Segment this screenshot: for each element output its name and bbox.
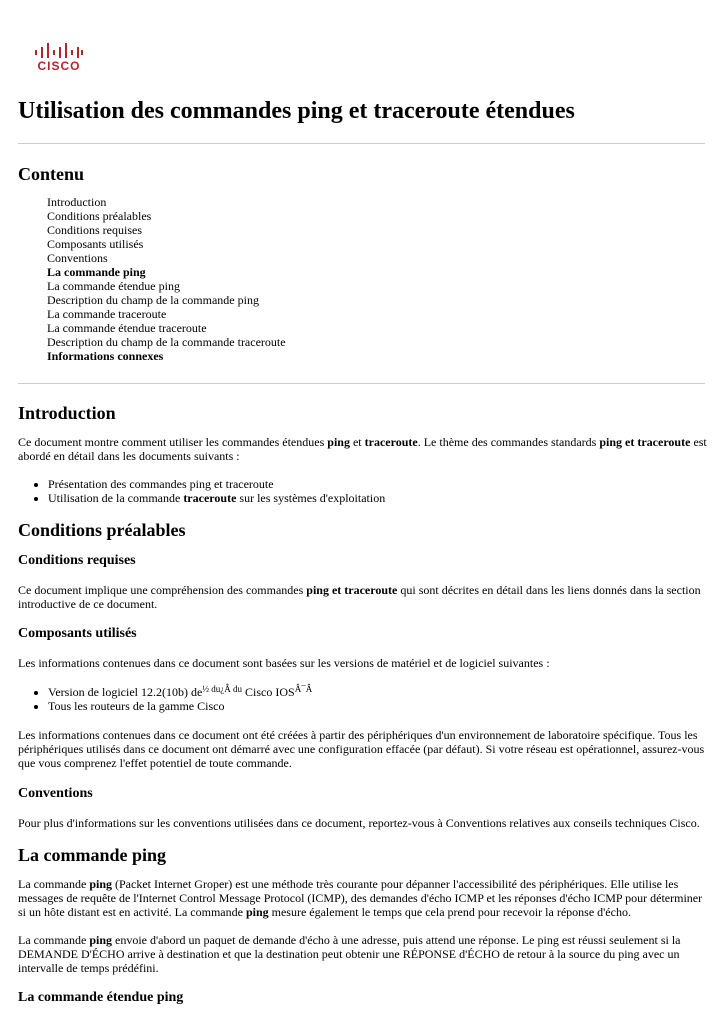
subheading-conventions: Conventions — [18, 786, 93, 801]
section-heading-conditions-prealables: Conditions préalables — [18, 520, 186, 540]
cisco-logo — [34, 42, 84, 74]
list-item: • Version de logiciel 12.2(10b) $de^{\frac{1}{2} du¿Â du}$ Cisco $IOS^{Â¯Â}$ — [48, 685, 312, 699]
list-item: • Tous les routeurs de la gamme Cisco — [48, 699, 312, 713]
subheading-composants-utilises: Composants utilisés — [18, 626, 137, 641]
toc-heading: Contenu — [18, 164, 85, 184]
link-presentation-ping-traceroute[interactable]: • Présentation des commandes ping et traceroute — [48, 477, 385, 491]
conventions-paragraph: Pour plus d'informations sur les conventions utilisées dans ce document, reportez-vous à Conventions relatives aux conseils techniques Cisco. — [18, 816, 700, 830]
toc-link-commande-traceroute[interactable]: La commande traceroute — [47, 307, 167, 321]
toc-link-conditions-requises[interactable]: Conditions requises — [47, 223, 142, 237]
toc-link-conventions[interactable]: Conventions — [47, 251, 108, 265]
toc-link-composants-utilises[interactable]: Composants utilisés — [47, 237, 144, 251]
subheading-commande-etendue-ping: La commande étendue ping — [18, 990, 184, 1005]
cisco-bridge-icon — [34, 42, 84, 59]
toc-link-commande-etendue-ping[interactable]: La commande étendue ping — [47, 279, 180, 293]
toc-link-description-champ-ping[interactable]: Description du champ de la commande ping — [47, 293, 259, 307]
cisco-wordmark: CISCO — [37, 59, 81, 73]
toc-link-informations-connexes[interactable]: Informations connexes — [47, 349, 164, 363]
divider — [18, 143, 705, 144]
intro-paragraph: Ce document montre comment utiliser les commandes étendues ping et traceroute. Le thème des commandes standards ping et traceroute est abordé en détail dans les documents suivants : — [18, 435, 707, 463]
intro-links-list — [18, 477, 385, 505]
lab-environment-paragraph: Les informations contenues dans ce document ont été créées à partir des périphériques d'un environnement de laboratoire spécifique. Tous les périphériques utilisés dans ce document ont démarré avec une configuration effacée (par défaut). Si votre réseau est opérationnel, assurez-vous que vous comprenez l'effet potentiel de toute commande. — [18, 728, 705, 770]
toc-link-introduction[interactable]: Introduction — [47, 195, 107, 209]
divider — [18, 383, 705, 384]
subheading-conditions-requises: Conditions requises — [18, 553, 136, 568]
components-paragraph: Les informations contenues dans ce document sont basées sur les versions de matériel et de logiciel suivantes : — [18, 656, 550, 670]
toc-link-conditions-prealables[interactable]: Conditions préalables — [47, 209, 152, 223]
requirements-paragraph: Ce document implique une compréhension des commandes ping et traceroute qui sont décrites en détail dans les liens donnés dans la section introductive de ce document. — [18, 583, 701, 611]
section-heading-commande-ping: La commande ping — [18, 845, 167, 865]
toc-link-description-champ-traceroute[interactable]: Description du champ de la commande traceroute — [47, 335, 286, 349]
components-list — [18, 685, 312, 713]
toc-link-commande-etendue-traceroute[interactable]: La commande étendue traceroute — [47, 321, 207, 335]
link-utilisation-traceroute[interactable]: • Utilisation de la commande traceroute sur les systèmes d'exploitation — [48, 491, 385, 505]
toc-link-commande-ping[interactable]: La commande ping — [47, 265, 146, 279]
ping-paragraph-2: La commande ping envoie d'abord un paquet de demande d'écho à une adresse, puis attend une réponse. Le ping est réussi seulement si la DEMANDE D'ÉCHO arrive à destination et que la destination peut obtenir une RÉPONSE d'ÉCHO de retour à la source du ping avec un intervalle de temps prédéfini. — [18, 933, 681, 975]
table-of-contents — [47, 195, 286, 363]
section-heading-introduction: Introduction — [18, 403, 116, 423]
ping-paragraph-1: La commande ping (Packet Internet Groper) est une méthode très courante pour dépanner l'accessibilité des périphériques. Elle utilise les messages de requête de l'Internet Control Message Protocol (ICMP), des demandes d'écho ICMP et les réponses d'écho ICMP pour déterminer si un hôte distant est en activité. La commande ping mesure également le temps que cela prend pour recevoir la réponse d'écho. — [18, 877, 703, 919]
page-title: Utilisation des commandes ping et traceroute étendues — [18, 98, 575, 124]
